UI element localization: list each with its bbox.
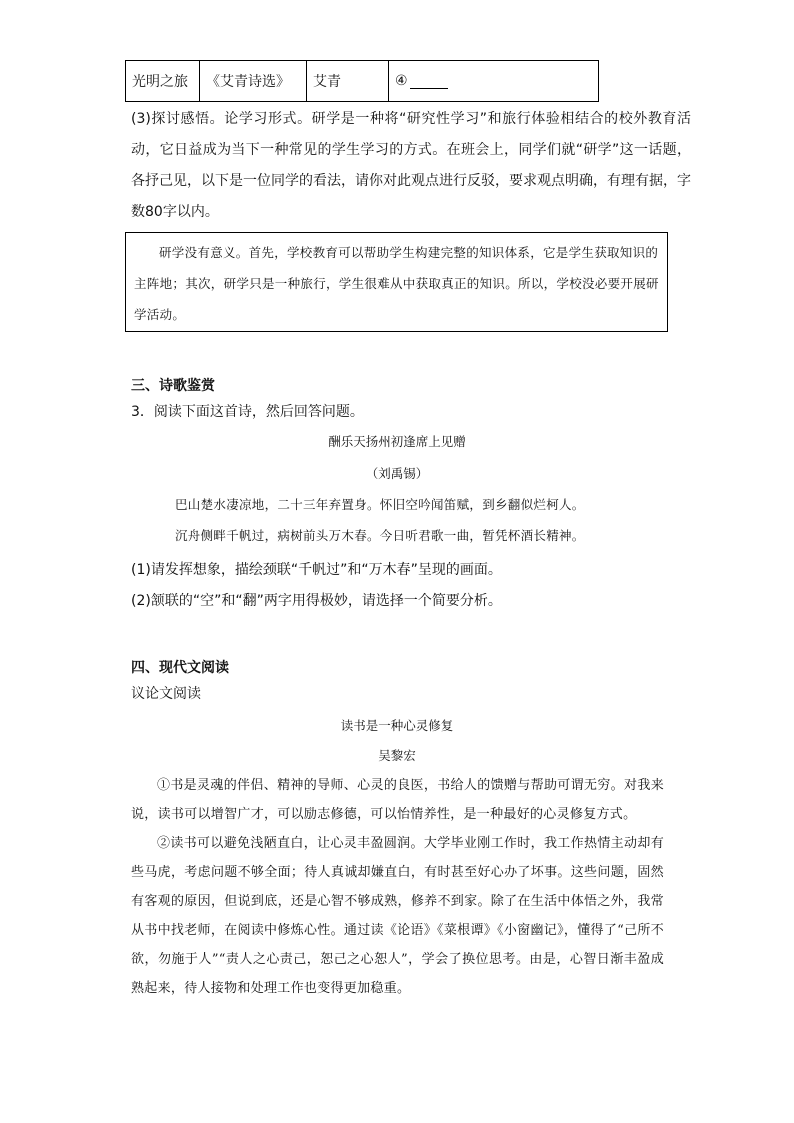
poetry-question-2: (2)颔联的“空”和“翻”两字用得极妙，请选择一个简要分析。 [131, 593, 502, 609]
literature-table [125, 60, 599, 102]
essay-body [131, 771, 664, 1003]
poem-line-2: 沉舟侧畔千帆过，病树前头万木春。今日听君歌一曲，暂凭杯酒长精神。 [175, 528, 585, 543]
table-cell-author: 艾青 [307, 61, 389, 102]
essay-paragraph-1: ①书是灵魂的伴侣、精神的导师、心灵的良医，书给人的馈赠与帮助可谓无穷。对我来说，读书可以增智广才，可以励志修德，可以怡情养性，是一种最好的心灵修复方式。 [131, 778, 664, 822]
poem-title: 酬乐天扬州初逢席上见赠 [328, 434, 466, 449]
essay-paragraph-2: ②读书可以避免浅陋直白，让心灵丰盈圆润。大学毕业刚工作时，我工作热情主动却有些马虎，考虑问题不够全面；待人真诚却嫌直白，有时甚至好心办了坏事。这些问题，固然有客观的原因，但说到底，还是心智不够成熟，修养不到家。除了在生活中体悟之外，我常从书中找老师，在阅读中修炼心性。通过读《论语》《菜根谭》《小窗幽记》，懂得了“己所不欲，勿施于人”“责人之心责己，恕己之心恕人”，学会了换位思考。由是，心智日渐丰盈成熟起来，待人接物和处理工作也变得更加稳重。 [131, 836, 664, 996]
section-heading-poetry: 三、诗歌鉴赏 [131, 378, 215, 394]
table-cell-theme: 光明之旅 [126, 61, 200, 102]
poetry-question-1: (1)请发挥想象，描绘颈联“千帆过”和“万木春”呈现的画面。 [131, 562, 502, 578]
essay-author: 吴黎宏 [378, 748, 416, 763]
quoted-opinion-text: 研学没有意义。首先，学校教育可以帮助学生构建完整的知识体系，它是学生获取知识的主阵地；其次，研学只是一种旅行，学生很难从中获取真正的知识。所以，学校没必要开展研学活动。 [134, 245, 659, 322]
section-heading-modern-reading: 四、现代文阅读 [131, 660, 229, 676]
table-cell-blank: ④ [389, 61, 599, 102]
quoted-opinion-box [125, 232, 668, 332]
question-3-prompt: (3)探讨感悟。论学习形式。研学是一种将“研究性学习”和旅行体验相结合的校外教育活动，它日益成为当下一种常见的学生学习的方式。在班会上，同学们就“研学”这一话题，各抒己见，以下是一位同学的看法，请你对此观点进行反驳，要求观点明确，有理有据，字数80字以内。 [131, 111, 691, 220]
essay-title: 读书是一种心灵修复 [340, 718, 454, 733]
poetry-intro: 3．阅读下面这首诗，然后回答问题。 [131, 404, 364, 420]
poem-author: （刘禹锡） [365, 466, 429, 481]
answer-blank-line [410, 74, 448, 89]
section-subheading: 议论文阅读 [131, 686, 201, 702]
table-cell-book: 《艾青诗选》 [200, 61, 307, 102]
table-row [126, 61, 599, 102]
poem-line-1: 巴山楚水凄凉地，二十三年弃置身。怀旧空吟闻笛赋，到乡翻似烂柯人。 [175, 497, 585, 512]
